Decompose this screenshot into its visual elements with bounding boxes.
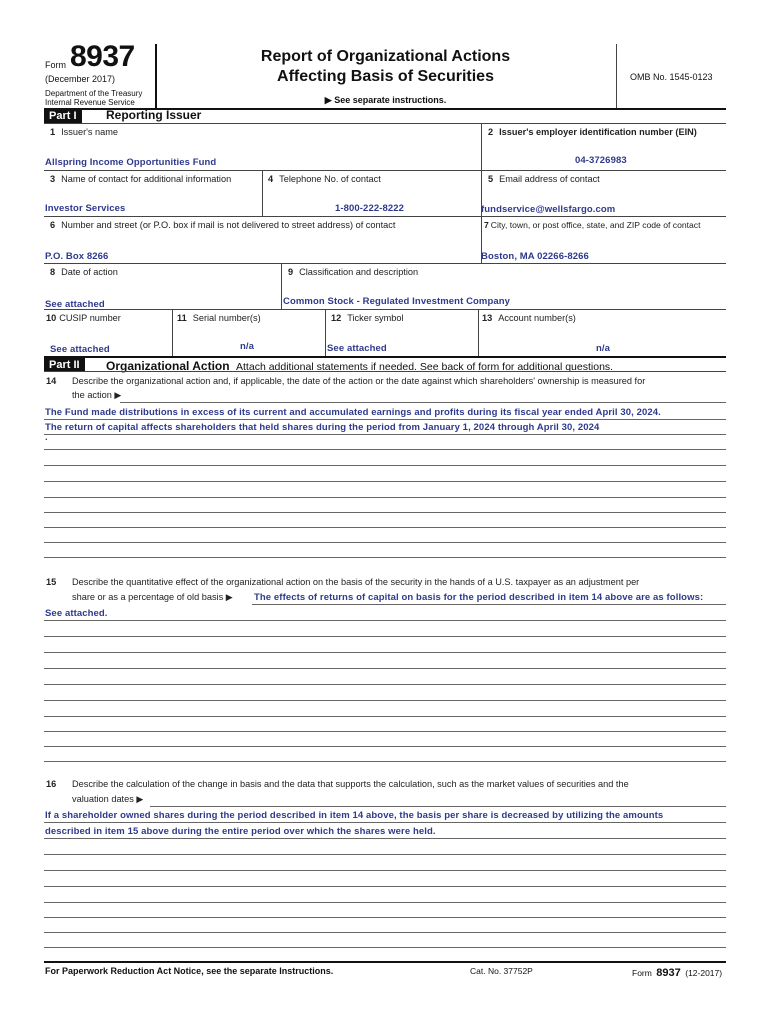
omb-number: OMB No. 1545-0123 [630,72,713,82]
q14-rule-2 [44,434,726,435]
row3-rule [44,263,726,264]
q15-rule-9 [44,746,726,747]
q15-rule-7 [44,716,726,717]
form-title-line2: Affecting Basis of Securities [277,68,494,85]
field8-number: 8 [50,267,56,277]
q16-number: 16 [46,779,57,789]
field3-label-text: Name of contact for additional information [61,174,232,184]
q14-rule-4 [44,465,726,466]
q16-answer-line2[interactable]: described in item 15 above during the entire period over which the shares were held. [45,826,436,837]
part1-title-rule [44,123,726,124]
field3-label [50,174,231,184]
q16-rule-8 [44,932,726,933]
field5-number: 5 [488,174,494,184]
part1-tag: Part I [44,109,82,123]
footer-rule [44,961,726,963]
cusip-field[interactable]: See attached [50,344,110,355]
issuer-name-field[interactable]: Allspring Income Opportunities Fund [45,157,217,168]
q15-rule-1 [44,620,726,621]
field7-label-text: City, town, or post office, state, and ZIP code of contact [490,220,701,230]
field8-label [50,267,118,277]
field4-number: 4 [268,174,274,184]
q16-rule-0 [150,806,726,807]
field13-label-text: Account number(s) [498,313,576,323]
q15-rule-5 [44,684,726,685]
form-revision: (December 2017) [45,74,116,84]
row2-rule [44,216,726,217]
part2-tag: Part II [44,358,85,372]
city-field[interactable]: Boston, MA 02266-8266 [481,251,589,262]
field1-label-text: Issuer's name [61,127,119,137]
q14-rule-9 [44,542,726,543]
q14-number: 14 [46,376,57,386]
q16-rule-2 [44,838,726,839]
field2-label-text: Issuer's employer identification number (EIN) [499,127,697,137]
ticker-field[interactable]: See attached [327,343,387,354]
header-divider-right [616,44,617,108]
field12-label [331,313,404,323]
q16-answer-line1[interactable]: If a shareholder owned shares during the period described in item 14 above, the basis per share is decreased by utilizing the amounts [45,810,664,821]
row2-divider-b [481,170,482,217]
q14-rule-5 [44,481,726,482]
field9-label-text: Classification and description [299,267,419,277]
row2-divider-a [262,170,263,217]
footer-form-number: 8937 [656,967,681,979]
field13-label [482,313,576,323]
q14-rule-7 [44,512,726,513]
telephone-field[interactable]: 1-800-222-8222 [335,203,405,214]
field2-label [488,127,697,137]
email-field[interactable]: fundservice@wellsfargo.com [481,204,616,215]
footer-form-id [632,963,722,981]
paperwork-notice: For Paperwork Reduction Act Notice, see the separate Instructions. [45,966,334,976]
q14-rule-3 [44,449,726,450]
field12-label-text: Ticker symbol [347,313,404,323]
part1-title: Reporting Issuer [106,108,202,122]
field5-label [488,174,600,184]
row5-divider-b [325,309,326,356]
serial-number-field[interactable]: n/a [240,341,255,352]
field4-label-text: Telephone No. of contact [279,174,381,184]
q15-rule-3 [44,652,726,653]
part2-subtitle: Attach additional statements if needed. See back of form for additional questions. [236,361,614,373]
row1-divider [481,123,482,171]
ein-field[interactable]: 04-3726983 [575,155,627,166]
q16-rule-7 [44,917,726,918]
q15-rule-10 [44,761,726,762]
q14-rule-0 [120,402,726,403]
row3-divider [481,216,482,263]
q14-text-line2: the action ▶ [72,390,122,400]
q14-answer-line2[interactable]: The return of capital affects shareholders that held shares during the period from January 1, 2024 through April 30, 2024 [45,422,600,433]
field10-label-text: CUSIP number [59,313,121,323]
q15-text-line2: share or as a percentage of old basis ▶ [72,592,233,602]
field8-label-text: Date of action [61,267,118,277]
field13-number: 13 [482,313,493,323]
q16-text-line1: Describe the calculation of the change in basis and the data that supports the calculation, such as the market values of securities and the [72,779,629,789]
field7-number: 7 [484,220,489,230]
form-word: Form [45,60,66,70]
form-title-line1: Report of Organizational Actions [260,48,511,65]
q16-rule-6 [44,902,726,903]
separate-instructions: ▶ See separate instructions. [324,95,447,105]
q16-rule-3 [44,854,726,855]
row5-divider-a [172,309,173,356]
field9-number: 9 [288,267,294,277]
q14-rule-6 [44,497,726,498]
q15-text-line1: Describe the quantitative effect of the organizational action on the basis of the security in the hands of a U.S. taxpayer as an adjustment per [72,577,640,587]
q15-rule-0 [252,604,726,605]
q15-answer-line1[interactable]: The effects of returns of capital on basis for the period described in item 14 above are as follows: [254,592,704,603]
part2-title-rule [44,371,726,372]
header-divider-left [155,44,157,108]
field12-number: 12 [331,313,342,323]
q15-answer-line2[interactable]: See attached. [45,608,108,619]
q14-rule-10 [44,557,726,558]
field11-number: 11 [177,313,187,323]
q15-rule-8 [44,731,726,732]
q15-number: 15 [46,577,57,587]
q15-rule-2 [44,636,726,637]
q14-rule-8 [44,527,726,528]
q14-rule-1 [44,419,726,420]
field3-number: 3 [50,174,56,184]
footer-form-word: Form [632,968,652,978]
field1-label [50,127,118,137]
field6-label-text: Number and street (or P.O. box if mail is not delivered to street address) of contact [61,220,396,230]
form-header [0,0,770,108]
q14-text-line1: Describe the organizational action and, if applicable, the date of the action or the date against which shareholders' ownership is measured for [72,376,646,386]
q16-text-line2: valuation dates ▶ [72,794,144,804]
field11-label [177,313,261,323]
field10-label [46,313,121,323]
field9-label [288,267,418,277]
account-number-field[interactable]: n/a [596,343,611,354]
q14-answer-line3[interactable]: . [45,432,48,443]
contact-name-field[interactable]: Investor Services [45,203,126,214]
row5-divider-c [478,309,479,356]
field7-label [484,220,700,230]
classification-field[interactable]: Common Stock - Regulated Investment Company [283,296,511,307]
row1-rule [44,170,726,171]
field10-number: 10 [46,313,57,323]
part2-title: Organizational Action [106,359,230,373]
form-number: 8937 [70,40,135,73]
field2-number: 2 [488,127,494,137]
q16-rule-1 [44,822,726,823]
field6-number: 6 [50,220,56,230]
q15-rule-6 [44,700,726,701]
footer-revision: (12-2017) [685,968,723,978]
q16-rule-4 [44,870,726,871]
street-field[interactable]: P.O. Box 8266 [45,251,109,262]
date-of-action-field[interactable]: See attached [45,299,105,310]
part2-heading [106,357,613,375]
row4-divider [281,263,282,309]
q16-rule-9 [44,947,726,948]
field5-label-text: Email address of contact [499,174,600,184]
dept-line2: Internal Revenue Service [45,98,135,107]
catalog-number: Cat. No. 37752P [470,966,533,976]
row4-rule [44,309,726,310]
q16-rule-5 [44,886,726,887]
field4-label [268,174,381,184]
q15-rule-4 [44,668,726,669]
field1-number: 1 [50,127,56,137]
field6-label [50,220,395,230]
q14-answer-line1[interactable]: The Fund made distributions in excess of its current and accumulated earnings and profits during its fiscal year ended April 30, 2024. [45,407,661,418]
field11-label-text: Serial number(s) [192,313,261,323]
dept-line1: Department of the Treasury [45,89,143,98]
